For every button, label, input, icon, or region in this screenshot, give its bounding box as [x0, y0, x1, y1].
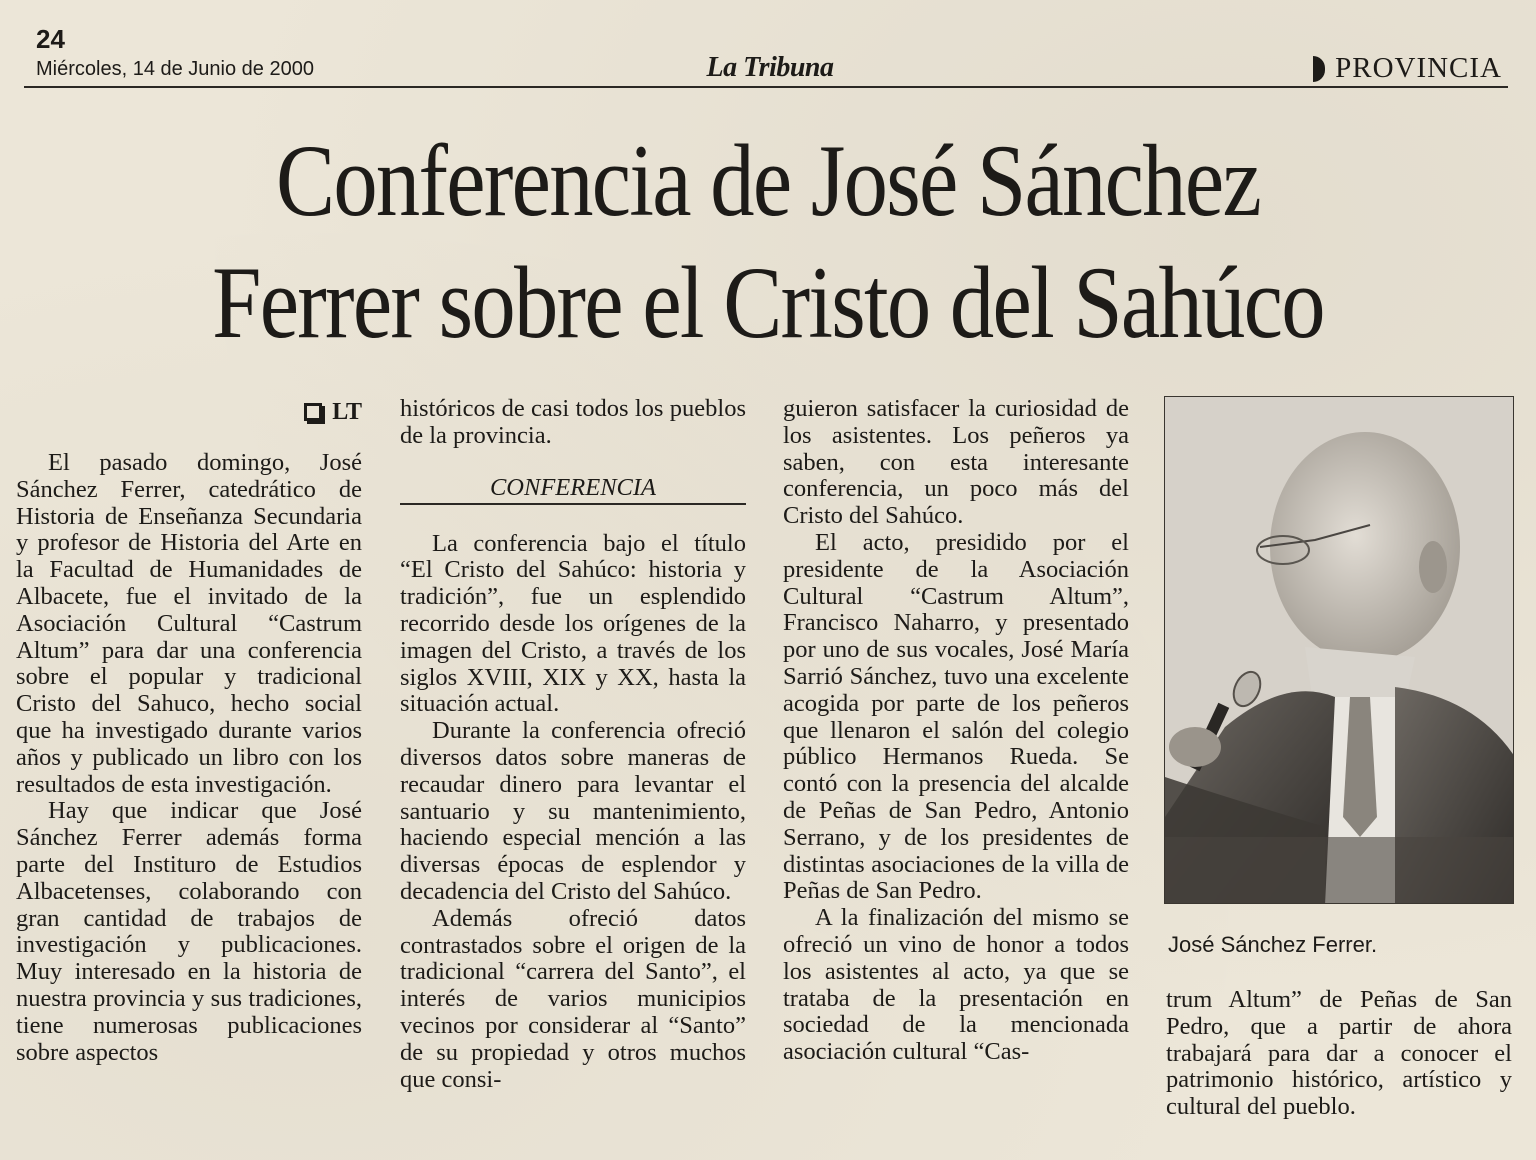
paragraph: trum Altum” de Peñas de San Pedro, que a partir de ahora trabajará para dar a conocer el patrimonio histórico, artístico y cultural del pueblo.	[1166, 986, 1512, 1121]
photo-caption: José Sánchez Ferrer.	[1168, 932, 1378, 957]
checkbox-square-icon	[304, 403, 322, 421]
article-column-1	[16, 396, 362, 1066]
article-column-3	[783, 396, 1129, 1066]
portrait-illustration	[1165, 397, 1514, 904]
article-subhead: CONFERENCIA	[400, 475, 746, 505]
issue-date: Miércoles, 14 de Junio de 2000	[36, 58, 314, 80]
headline-line-1: Conferencia de José Sánchez	[275, 124, 1261, 238]
section-label	[1313, 52, 1502, 85]
portrait-photo	[1164, 396, 1514, 904]
paragraph: A la finalización del mismo se ofreció un vino de honor a todos los asistentes al acto, ya que se trataba de la presentación en sociedad de la mencionada asociación cultural “Cas-	[783, 904, 1129, 1066]
paragraph: históricos de casi todos los pueblos de la provincia.	[400, 395, 746, 449]
paragraph: Durante la conferencia ofreció diversos datos sobre maneras de recaudar dinero para levantar el santuario y su mantenimiento, haciendo especial mención a las diversas épocas de esplendor y decadencia del Cristo del Sahúco.	[400, 717, 746, 905]
article-column-2	[400, 396, 746, 1093]
article-headline	[142, 120, 1394, 364]
header-rule	[24, 86, 1508, 88]
paragraph: Hay que indicar que José Sánchez Ferrer además forma parte del Instituro de Estudios Albacetenses, colaborando con gran cantidad de trabajos de investigación y publicaciones. Muy interesado en la historia de nuestra provincia y sus tradiciones, tiene numerosas publicaciones sobre aspectos	[16, 797, 362, 1066]
paragraph: El acto, presidido por el presidente de la Asociación Cultural “Castrum Altum”, Francisco Naharro, y presentado por uno de sus vocales, José María Sarrió Sánchez, tuvo una excelente acogida por parte de los peñeros que llenaron el salón del colegio público Hermanos Rueda. Se contó con la presencia del alcalde de Peñas de San Pedro, Antonio Serrano, y de los presidentes de distintas asociaciones de la villa de Peñas de San Pedro.	[783, 528, 1129, 905]
paragraph: El pasado domingo, José Sánchez Ferrer, catedrático de Historia de Enseñanza Secundaria y profesor de Historia del Arte en la Facultad de Humanidades de Albacete, fue el invitado de la Asociación Cultural “Castrum Altum” para dar una conferencia sobre el popular y tradicional Cristo del Sahuco, hecho social que ha investigado durante varios años y publicado un libro con los resultados de esta investigación.	[16, 449, 362, 798]
paragraph: Además ofreció datos contrastados sobre el origen de la tradicional “carrera del Santo”, el interés de varios municipios vecinos por considerar al “Santo” de su propiedad y otros muchos que consi-	[400, 904, 746, 1093]
section-marker-icon	[1313, 56, 1325, 82]
article-column-4	[1166, 987, 1512, 1121]
paragraph: guieron satisfacer la curiosidad de los asistentes. Los peñeros ya saben, con esta interesante conferencia, un poco más del Cristo del Sahúco.	[783, 395, 1129, 530]
section-title: PROVINCIA	[1335, 52, 1502, 84]
byline	[16, 396, 362, 428]
page-number: 24	[36, 24, 65, 54]
newspaper-masthead: La Tribuna	[706, 52, 834, 83]
headline-line-2: Ferrer sobre el Cristo del Sahúco	[212, 246, 1324, 360]
byline-author: LT	[332, 398, 362, 425]
paragraph: La conferencia bajo el título “El Cristo del Sahúco: historia y tradición”, fue un esplendido recorrido desde los orígenes de la imagen del Cristo, a través de los siglos XVIII, XIX y XX, hasta la situación actual.	[400, 529, 746, 718]
